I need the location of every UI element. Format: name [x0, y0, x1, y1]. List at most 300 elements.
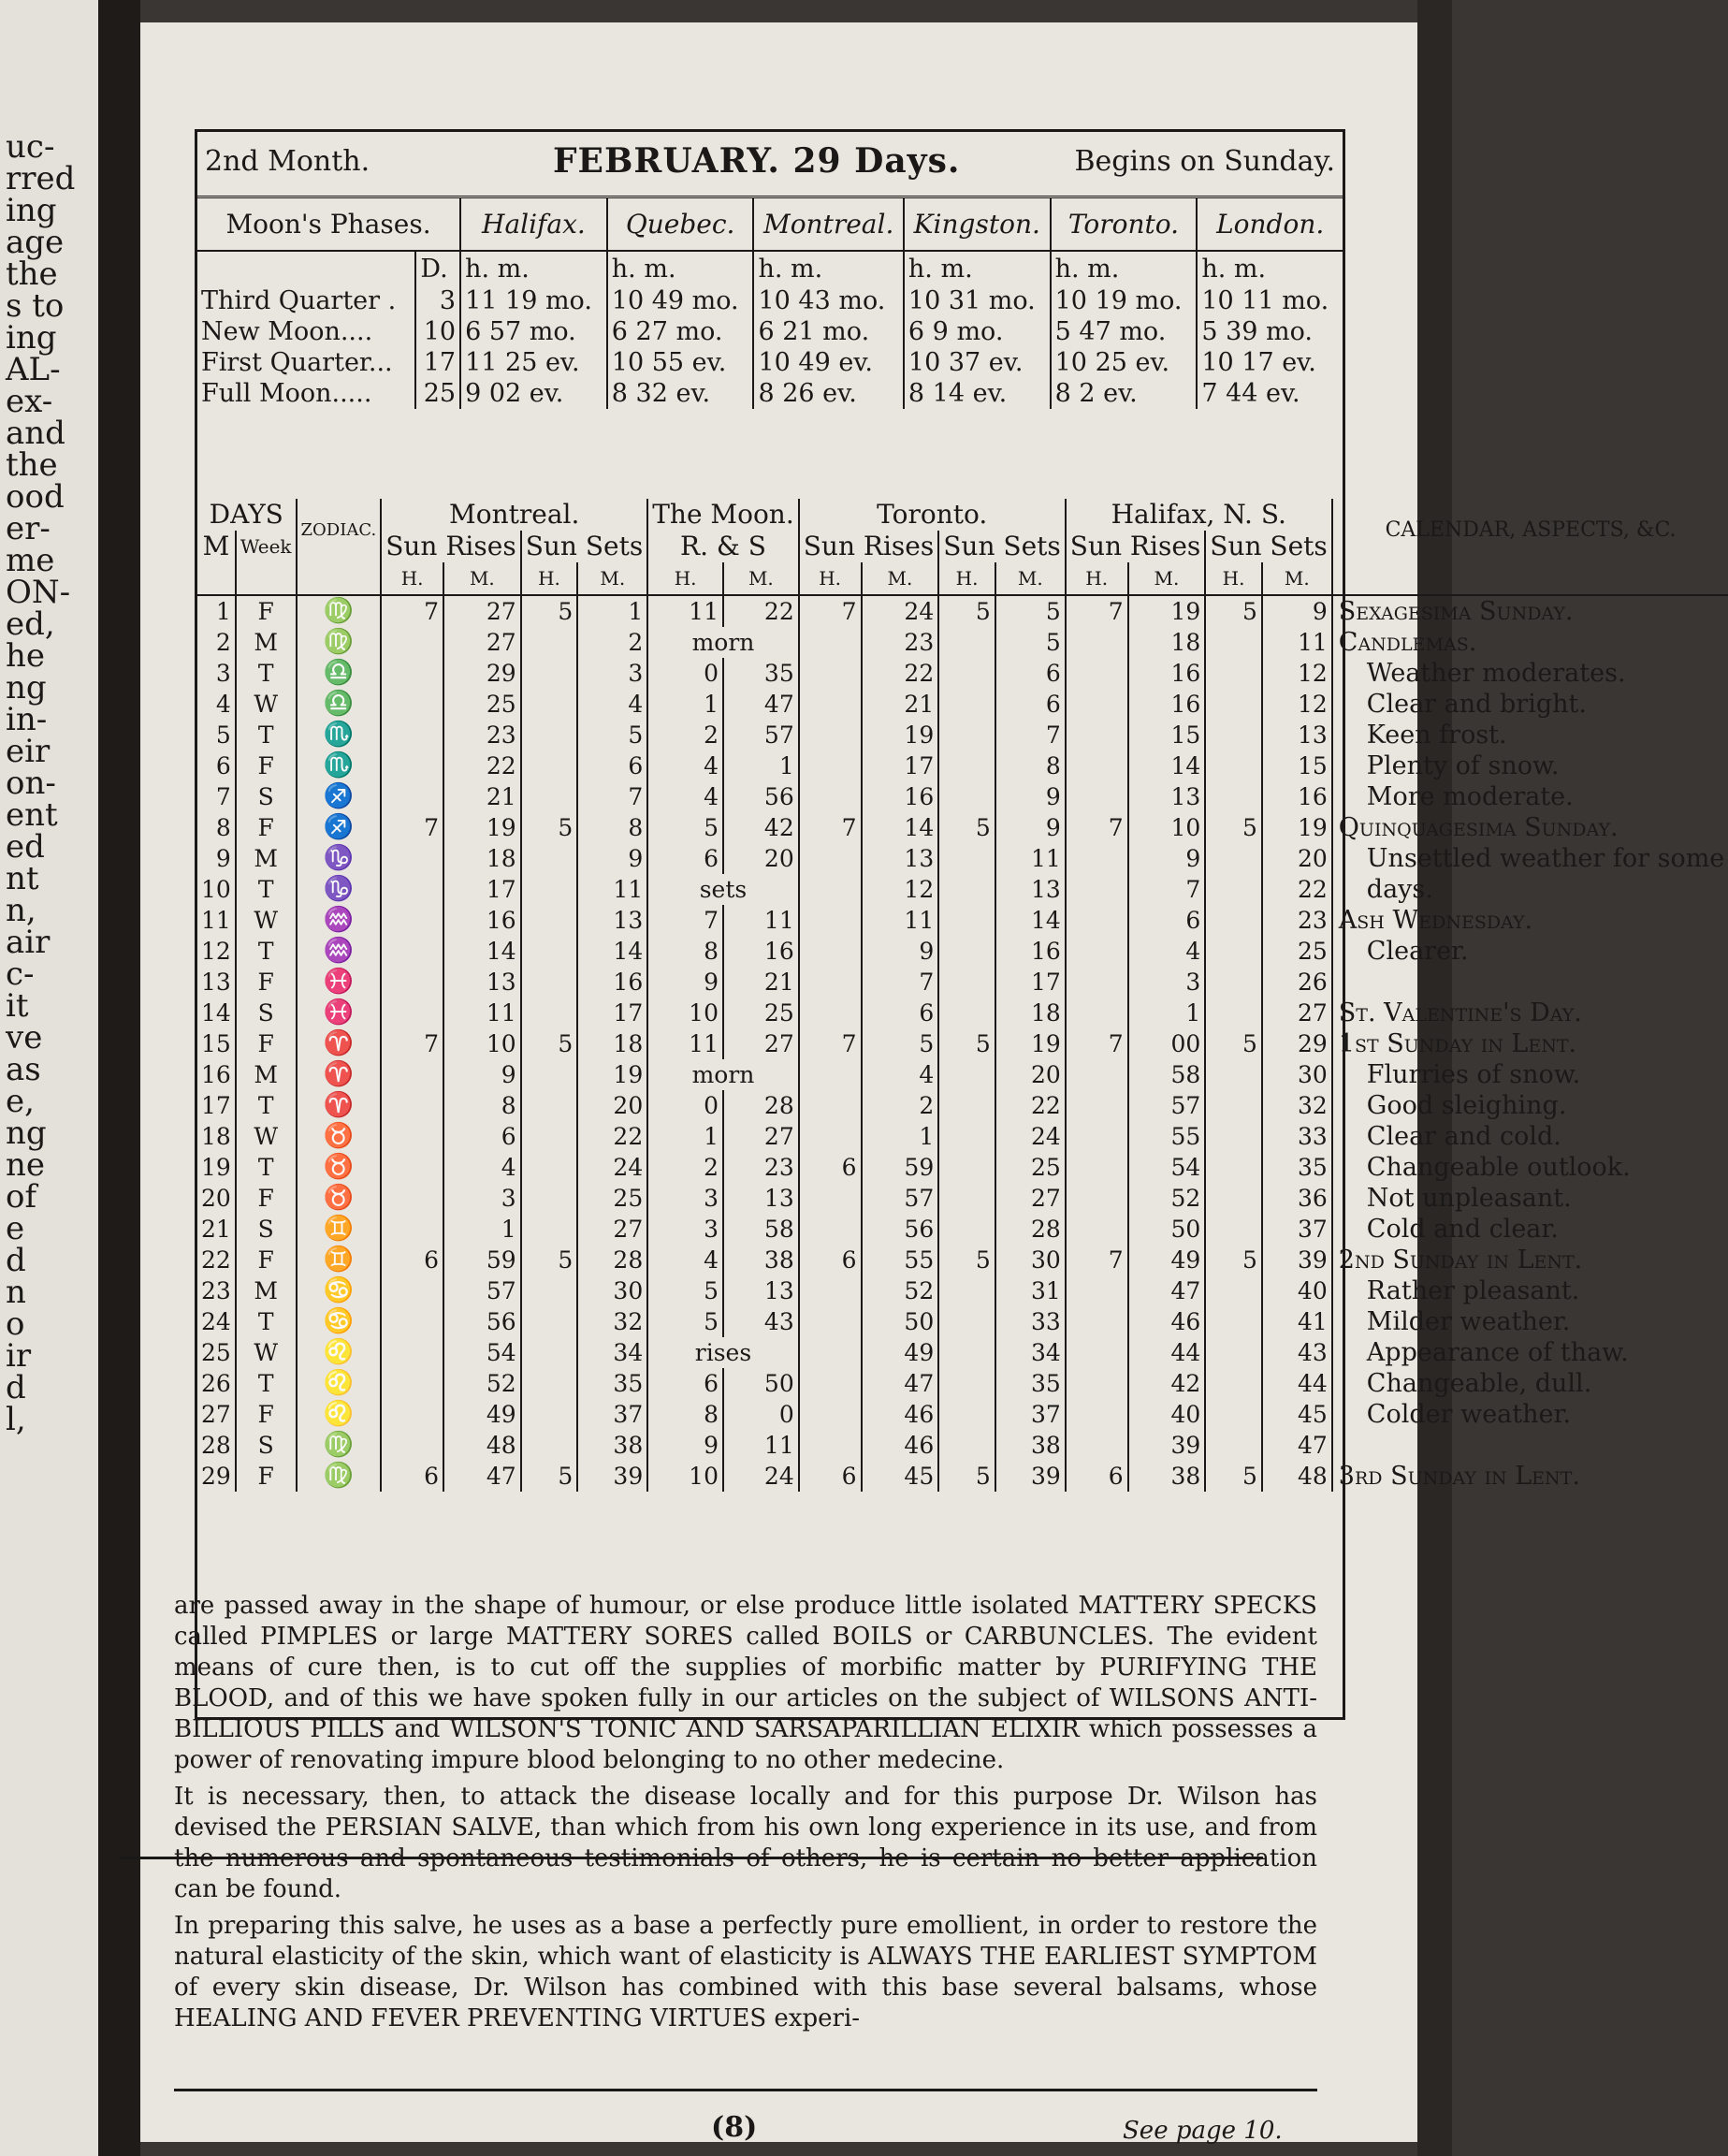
toronto-rise-m: 12	[862, 874, 939, 905]
toronto-set-m: 35	[995, 1368, 1066, 1399]
adjacent-page-fragment: me	[6, 542, 55, 579]
montreal-rise-m: 47	[443, 1461, 521, 1492]
halifax-rise-h	[1066, 967, 1128, 998]
toronto-sun-rises: Sun Rises	[799, 531, 939, 562]
moon-h: 5	[647, 812, 723, 843]
toronto-rise-m: 23	[862, 627, 939, 658]
moon-m: 56	[723, 781, 799, 812]
montreal-set-m: 32	[577, 1306, 647, 1337]
moon-m: 11	[723, 905, 799, 936]
day-of-week: W	[236, 1337, 297, 1368]
city-header-kingston: Kingston.	[904, 197, 1051, 251]
prose-paragraph-2: It is necessary, then, to attack the disease locally and for this purpose Dr. Wilson has devised the PERSIAN SALVE, than which from his own long experience in its use, and from the numerous and spontaneous testimonials of others, he is certain no better application can be found.	[174, 1783, 1317, 1903]
phase-time: 11 19 mo.	[460, 285, 607, 316]
day-of-week: F	[236, 750, 297, 781]
calendar-row	[197, 781, 1728, 812]
montreal-rise-m: 49	[443, 1399, 521, 1430]
toronto-set-m: 11	[995, 843, 1066, 874]
montreal-set-h	[521, 998, 578, 1028]
montreal-rise-h: 6	[381, 1461, 443, 1492]
montreal-set-h	[521, 781, 578, 812]
halifax-rise-h: 7	[1066, 812, 1128, 843]
montreal-set-m: 3	[577, 658, 647, 689]
halifax-rise-m: 13	[1128, 781, 1206, 812]
time-unit: M.	[1262, 562, 1332, 595]
moon-h: 3	[647, 1183, 723, 1214]
adjacent-page-fragment: uc-	[6, 128, 55, 166]
day-of-week: T	[236, 1368, 297, 1399]
toronto-rise-m: 17	[862, 750, 939, 781]
toronto-rise-h	[799, 998, 862, 1028]
moon-m: 28	[723, 1090, 799, 1121]
zodiac-sign: ♍	[297, 595, 382, 627]
toronto-rise-m: 19	[862, 720, 939, 750]
days-header: DAYS	[209, 499, 283, 530]
day-of-month: 4	[215, 691, 231, 718]
halifax-set-h: 5	[1205, 1461, 1262, 1492]
zodiac-sign: ♈	[297, 1059, 382, 1090]
toronto-rise-h	[799, 843, 862, 874]
day-of-month: 5	[215, 721, 231, 749]
halifax-set-h	[1205, 1368, 1262, 1399]
calendar-row	[197, 1152, 1728, 1183]
adjacent-page-fragment: the	[6, 446, 58, 484]
day-of-week: F	[236, 1028, 297, 1059]
phase-row	[197, 316, 1343, 347]
halifax-rise-m: 9	[1128, 843, 1206, 874]
toronto-set-m: 9	[995, 781, 1066, 812]
footer-rule	[174, 2089, 1317, 2091]
city-header-montreal: Montreal.	[753, 197, 903, 251]
month-title: FEBRUARY. 29 Days.	[553, 141, 961, 181]
zodiac-sign: ♏	[297, 720, 382, 750]
aspect-note: Clear and bright.	[1332, 689, 1728, 720]
montreal-set-m: 20	[577, 1090, 647, 1121]
calendar-row	[197, 1028, 1728, 1059]
phase-name: Full Moon.....	[201, 379, 372, 408]
phase-row	[197, 285, 1343, 316]
halifax-set-h: 5	[1205, 812, 1262, 843]
aspect-note: Clear and cold.	[1332, 1121, 1728, 1152]
halifax-set-h	[1205, 1337, 1262, 1368]
montreal-set-h	[521, 936, 578, 967]
montreal-set-h	[521, 967, 578, 998]
adjacent-page-fragment: he	[6, 637, 46, 675]
day-of-month: 24	[201, 1308, 231, 1335]
day-of-month: 22	[201, 1246, 231, 1274]
calendar-row	[197, 1214, 1728, 1245]
halifax-rise-m: 18	[1128, 627, 1206, 658]
time-unit: H.	[381, 562, 443, 595]
day-of-week: T	[236, 936, 297, 967]
adjacent-page-fragment: as	[6, 1051, 41, 1088]
halifax-set-m: 44	[1262, 1368, 1332, 1399]
moon-h: 1	[647, 1121, 723, 1152]
halifax-rise-h	[1066, 1090, 1128, 1121]
montreal-rise-m: 23	[443, 720, 521, 750]
toronto-rise-h	[799, 874, 862, 905]
day-of-month: 12	[201, 938, 231, 965]
zodiac-sign: ♓	[297, 967, 382, 998]
adjacent-page-fragment: s to	[6, 287, 65, 325]
montreal-rise-h	[381, 781, 443, 812]
adjacent-page-fragment: and	[6, 415, 65, 452]
calendar-row	[197, 750, 1728, 781]
montreal-rise-m: 21	[443, 781, 521, 812]
phase-time: 8 14 ev.	[904, 378, 1051, 409]
montreal-rise-h	[381, 1183, 443, 1214]
montreal-set-h	[521, 1337, 578, 1368]
toronto-header: Toronto.	[799, 499, 1066, 531]
day-of-month: 27	[201, 1401, 231, 1428]
phase-day: 3	[415, 285, 460, 316]
day-of-week: W	[236, 905, 297, 936]
halifax-rise-h: 6	[1066, 1461, 1128, 1492]
montreal-set-m: 25	[577, 1183, 647, 1214]
adjacent-page-fragment: ing	[6, 192, 57, 229]
halifax-rise-m: 57	[1128, 1090, 1206, 1121]
moon-m: 25	[723, 998, 799, 1028]
toronto-rise-h	[799, 689, 862, 720]
halifax-set-m: 15	[1262, 750, 1332, 781]
time-unit: M.	[862, 562, 939, 595]
montreal-rise-h	[381, 1090, 443, 1121]
day-of-month: 25	[201, 1339, 231, 1366]
month-col-header: M	[202, 531, 230, 561]
phase-time: 6 57 mo.	[460, 316, 607, 347]
calendar-row	[197, 720, 1728, 750]
calendar-row	[197, 1430, 1728, 1461]
toronto-set-h	[938, 1337, 995, 1368]
toronto-set-h	[938, 627, 995, 658]
moon-m: 35	[723, 658, 799, 689]
montreal-rise-m: 16	[443, 905, 521, 936]
phase-day: 17	[415, 347, 460, 378]
advertisement-text	[174, 1591, 1317, 2040]
phase-time: 10 17 ev.	[1197, 347, 1343, 378]
calendar-row	[197, 1090, 1728, 1121]
toronto-set-h	[938, 658, 995, 689]
moon-m: 0	[723, 1399, 799, 1430]
day-of-week: W	[236, 1121, 297, 1152]
adjacent-page-fragment: ne	[6, 1146, 46, 1184]
adjacent-page-fragment: on-	[6, 765, 56, 802]
montreal-set-m: 1	[577, 595, 647, 627]
adjacent-page-fragment: in-	[6, 701, 48, 738]
day-of-week: T	[236, 658, 297, 689]
day-of-month: 8	[215, 814, 231, 841]
halifax-set-m: 43	[1262, 1337, 1332, 1368]
halifax-set-h	[1205, 905, 1262, 936]
halifax-rise-m: 10	[1128, 812, 1206, 843]
toronto-rise-m: 45	[862, 1461, 939, 1492]
aspect-note: Colder weather.	[1332, 1399, 1728, 1430]
toronto-set-h	[938, 967, 995, 998]
halifax-set-m: 33	[1262, 1121, 1332, 1152]
halifax-set-m: 47	[1262, 1430, 1332, 1461]
zodiac-header: ZODIAC.	[297, 499, 382, 562]
montreal-set-m: 35	[577, 1368, 647, 1399]
halifax-set-h	[1205, 1121, 1262, 1152]
montreal-set-m: 24	[577, 1152, 647, 1183]
aspect-note: Rather pleasant.	[1332, 1275, 1728, 1306]
phase-time: 10 31 mo.	[904, 285, 1051, 316]
day-of-week: T	[236, 1306, 297, 1337]
montreal-set-m: 9	[577, 843, 647, 874]
toronto-rise-h	[799, 905, 862, 936]
aspect-note: Milder weather.	[1332, 1306, 1728, 1337]
toronto-set-m: 16	[995, 936, 1066, 967]
day-of-month: 13	[201, 969, 231, 996]
time-unit: M.	[443, 562, 521, 595]
halifax-rise-m: 15	[1128, 720, 1206, 750]
toronto-sun-sets: Sun Sets	[938, 531, 1066, 562]
toronto-rise-m: 46	[862, 1430, 939, 1461]
adjacent-page-fragment: nt	[6, 860, 39, 897]
moon-h: morn	[647, 1059, 799, 1090]
toronto-rise-m: 14	[862, 812, 939, 843]
halifax-set-m: 30	[1262, 1059, 1332, 1090]
toronto-set-m: 17	[995, 967, 1066, 998]
day-of-month: 10	[201, 876, 231, 903]
montreal-set-h	[521, 1121, 578, 1152]
montreal-set-m: 39	[577, 1461, 647, 1492]
toronto-set-m: 8	[995, 750, 1066, 781]
calendar-row	[197, 595, 1728, 627]
toronto-set-h	[938, 1399, 995, 1430]
halifax-rise-m: 3	[1128, 967, 1206, 998]
aspect-note: Unsettled weather for some	[1332, 843, 1728, 874]
adjacent-page-fragment: d	[6, 1242, 26, 1279]
toronto-rise-m: 46	[862, 1399, 939, 1430]
adjacent-page-fragment: d	[6, 1369, 26, 1406]
day-of-week: T	[236, 1152, 297, 1183]
montreal-set-m: 30	[577, 1275, 647, 1306]
moon-h: 1	[647, 689, 723, 720]
halifax-rise-h	[1066, 843, 1128, 874]
phases-header: Moon's Phases.	[197, 197, 460, 251]
toronto-rise-h: 6	[799, 1245, 862, 1275]
phase-time: 7 44 ev.	[1197, 378, 1343, 409]
city-header-toronto: Toronto.	[1051, 197, 1198, 251]
daily-calendar-table	[197, 499, 1728, 1492]
adjacent-page-fragment: ng	[6, 1114, 47, 1152]
halifax-set-h	[1205, 1214, 1262, 1245]
aspect-note: Cold and clear.	[1332, 1214, 1728, 1245]
montreal-set-h	[521, 658, 578, 689]
toronto-rise-h	[799, 936, 862, 967]
toronto-rise-m: 5	[862, 1028, 939, 1059]
aspect-note: Sexagesima Sunday.	[1332, 595, 1728, 627]
halifax-rise-h	[1066, 1059, 1128, 1090]
phase-time: 8 32 ev.	[607, 378, 754, 409]
day-of-week: F	[236, 1183, 297, 1214]
moon-m: 43	[723, 1306, 799, 1337]
montreal-rise-h	[381, 843, 443, 874]
halifax-set-h	[1205, 936, 1262, 967]
calendar-row	[197, 936, 1728, 967]
halifax-rise-m: 42	[1128, 1368, 1206, 1399]
moon-h: 0	[647, 1090, 723, 1121]
halifax-rise-h	[1066, 658, 1128, 689]
toronto-rise-m: 13	[862, 843, 939, 874]
toronto-set-h	[938, 1152, 995, 1183]
phase-unit: D.	[415, 251, 460, 285]
halifax-rise-h: 7	[1066, 1245, 1128, 1275]
day-of-month: 29	[201, 1463, 231, 1490]
halifax-rise-h	[1066, 874, 1128, 905]
calendar-frame	[195, 129, 1725, 1720]
zodiac-sign: ♌	[297, 1368, 382, 1399]
montreal-rise-m: 14	[443, 936, 521, 967]
toronto-rise-m: 21	[862, 689, 939, 720]
moon-h: 5	[647, 1306, 723, 1337]
toronto-set-m: 24	[995, 1121, 1066, 1152]
moon-m: 23	[723, 1152, 799, 1183]
montreal-rise-h	[381, 1275, 443, 1306]
toronto-rise-m: 59	[862, 1152, 939, 1183]
montreal-set-m: 4	[577, 689, 647, 720]
toronto-set-h	[938, 1183, 995, 1214]
phase-name: First Quarter...	[201, 348, 393, 377]
halifax-rise-h: 7	[1066, 1028, 1128, 1059]
phase-time: 8 26 ev.	[753, 378, 903, 409]
toronto-set-h	[938, 1214, 995, 1245]
day-of-month: 26	[201, 1370, 231, 1397]
toronto-set-m: 30	[995, 1245, 1066, 1275]
calendar-row	[197, 1368, 1728, 1399]
moon-h: 4	[647, 781, 723, 812]
aspect-note: Keen frost.	[1332, 720, 1728, 750]
aspect-note: St. Valentine's Day.	[1332, 998, 1728, 1028]
adjacent-page-fragment: eir	[6, 733, 51, 770]
prose-paragraph-1: are passed away in the shape of humour, or else produce little isolated MATTERY SPECKS called PIMPLES or large MATTERY SORES called BOILS or CARBUNCLES. The evident means of cure then, is to cut off the supplies of morbific matter by PURIFYING THE BLOOD, and of this we have spoken fully in our articles on the subject of WILSONS ANTI-BILLIOUS PILLS and WILSON'S TONIC AND SARSAPARILLIAN ELIXIR which possesses a power of renovating impure blood belonging to no other medecine.	[174, 1592, 1317, 1774]
zodiac-sign: ♌	[297, 1399, 382, 1430]
montreal-rise-m: 52	[443, 1368, 521, 1399]
day-of-week: T	[236, 874, 297, 905]
halifax-rise-h	[1066, 905, 1128, 936]
halifax-set-h	[1205, 1399, 1262, 1430]
time-unit: M.	[723, 562, 799, 595]
halifax-rise-m: 6	[1128, 905, 1206, 936]
halifax-set-h	[1205, 998, 1262, 1028]
montreal-set-m: 5	[577, 720, 647, 750]
montreal-set-h	[521, 689, 578, 720]
toronto-rise-h	[799, 1121, 862, 1152]
toronto-rise-m: 52	[862, 1275, 939, 1306]
halifax-rise-m: 44	[1128, 1337, 1206, 1368]
halifax-rise-h	[1066, 720, 1128, 750]
calendar-row	[197, 874, 1728, 905]
moon-phases-table	[197, 197, 1343, 409]
montreal-set-h	[521, 1183, 578, 1214]
montreal-set-m: 8	[577, 812, 647, 843]
day-of-month: 14	[201, 999, 231, 1027]
phase-unit: h. m.	[460, 251, 607, 285]
montreal-rise-h	[381, 1368, 443, 1399]
unit-blank	[197, 562, 236, 595]
toronto-set-h	[938, 781, 995, 812]
day-of-month: 21	[201, 1216, 231, 1243]
halifax-set-m: 45	[1262, 1399, 1332, 1430]
montreal-rise-m: 17	[443, 874, 521, 905]
toronto-rise-h	[799, 1430, 862, 1461]
toronto-set-m: 19	[995, 1028, 1066, 1059]
montreal-rise-m: 22	[443, 750, 521, 781]
montreal-rise-m: 1	[443, 1214, 521, 1245]
adjacent-page-fragment: ON-	[6, 574, 71, 611]
toronto-set-m: 33	[995, 1306, 1066, 1337]
phase-time: 9 02 ev.	[460, 378, 607, 409]
toronto-set-h	[938, 1090, 995, 1121]
moon-m: 22	[723, 595, 799, 627]
halifax-set-h	[1205, 750, 1262, 781]
calendar-row	[197, 1399, 1728, 1430]
halifax-set-m: 39	[1262, 1245, 1332, 1275]
montreal-rise-h	[381, 1306, 443, 1337]
phase-day: 25	[415, 378, 460, 409]
adjacent-page-fragment: ir	[6, 1337, 32, 1375]
moon-m: 50	[723, 1368, 799, 1399]
montreal-rise-h: 7	[381, 1028, 443, 1059]
montreal-rise-h: 7	[381, 595, 443, 627]
toronto-set-h: 5	[938, 1461, 995, 1492]
montreal-rise-h	[381, 1214, 443, 1245]
zodiac-sign: ♌	[297, 1337, 382, 1368]
city-header-london: London.	[1197, 197, 1343, 251]
halifax-set-h	[1205, 843, 1262, 874]
city-header-halifax: Halifax.	[460, 197, 607, 251]
aspect-note: Good sleighing.	[1332, 1090, 1728, 1121]
montreal-rise-m: 6	[443, 1121, 521, 1152]
halifax-set-h	[1205, 689, 1262, 720]
zodiac-sign: ♍	[297, 1461, 382, 1492]
montreal-set-m: 7	[577, 781, 647, 812]
halifax-rise-h	[1066, 1152, 1128, 1183]
day-of-week: T	[236, 1090, 297, 1121]
montreal-rise-m: 57	[443, 1275, 521, 1306]
halifax-sun-rises: Sun Rises	[1066, 531, 1206, 562]
phase-time: 8 2 ev.	[1051, 378, 1198, 409]
aspect-note: More moderate.	[1332, 781, 1728, 812]
phase-unit: h. m.	[607, 251, 754, 285]
toronto-rise-m: 57	[862, 1183, 939, 1214]
halifax-rise-h	[1066, 1399, 1128, 1430]
toronto-rise-m: 49	[862, 1337, 939, 1368]
montreal-rise-h	[381, 750, 443, 781]
phase-time: 10 25 ev.	[1051, 347, 1198, 378]
montreal-rise-m: 19	[443, 812, 521, 843]
halifax-set-m: 19	[1262, 812, 1332, 843]
zodiac-sign: ♉	[297, 1121, 382, 1152]
toronto-rise-h	[799, 1090, 862, 1121]
phase-time: 10 19 mo.	[1051, 285, 1198, 316]
toronto-rise-h	[799, 720, 862, 750]
montreal-rise-h	[381, 1430, 443, 1461]
phase-unit: h. m.	[753, 251, 903, 285]
montreal-set-m: 16	[577, 967, 647, 998]
toronto-rise-m: 56	[862, 1214, 939, 1245]
montreal-sun-sets: Sun Sets	[521, 531, 648, 562]
unit-blank	[197, 251, 415, 285]
unit-blank	[236, 562, 297, 595]
toronto-set-h	[938, 1059, 995, 1090]
halifax-rise-h	[1066, 1368, 1128, 1399]
day-of-week: T	[236, 720, 297, 750]
toronto-rise-m: 4	[862, 1059, 939, 1090]
montreal-set-h	[521, 1090, 578, 1121]
moon-h: 11	[647, 595, 723, 627]
